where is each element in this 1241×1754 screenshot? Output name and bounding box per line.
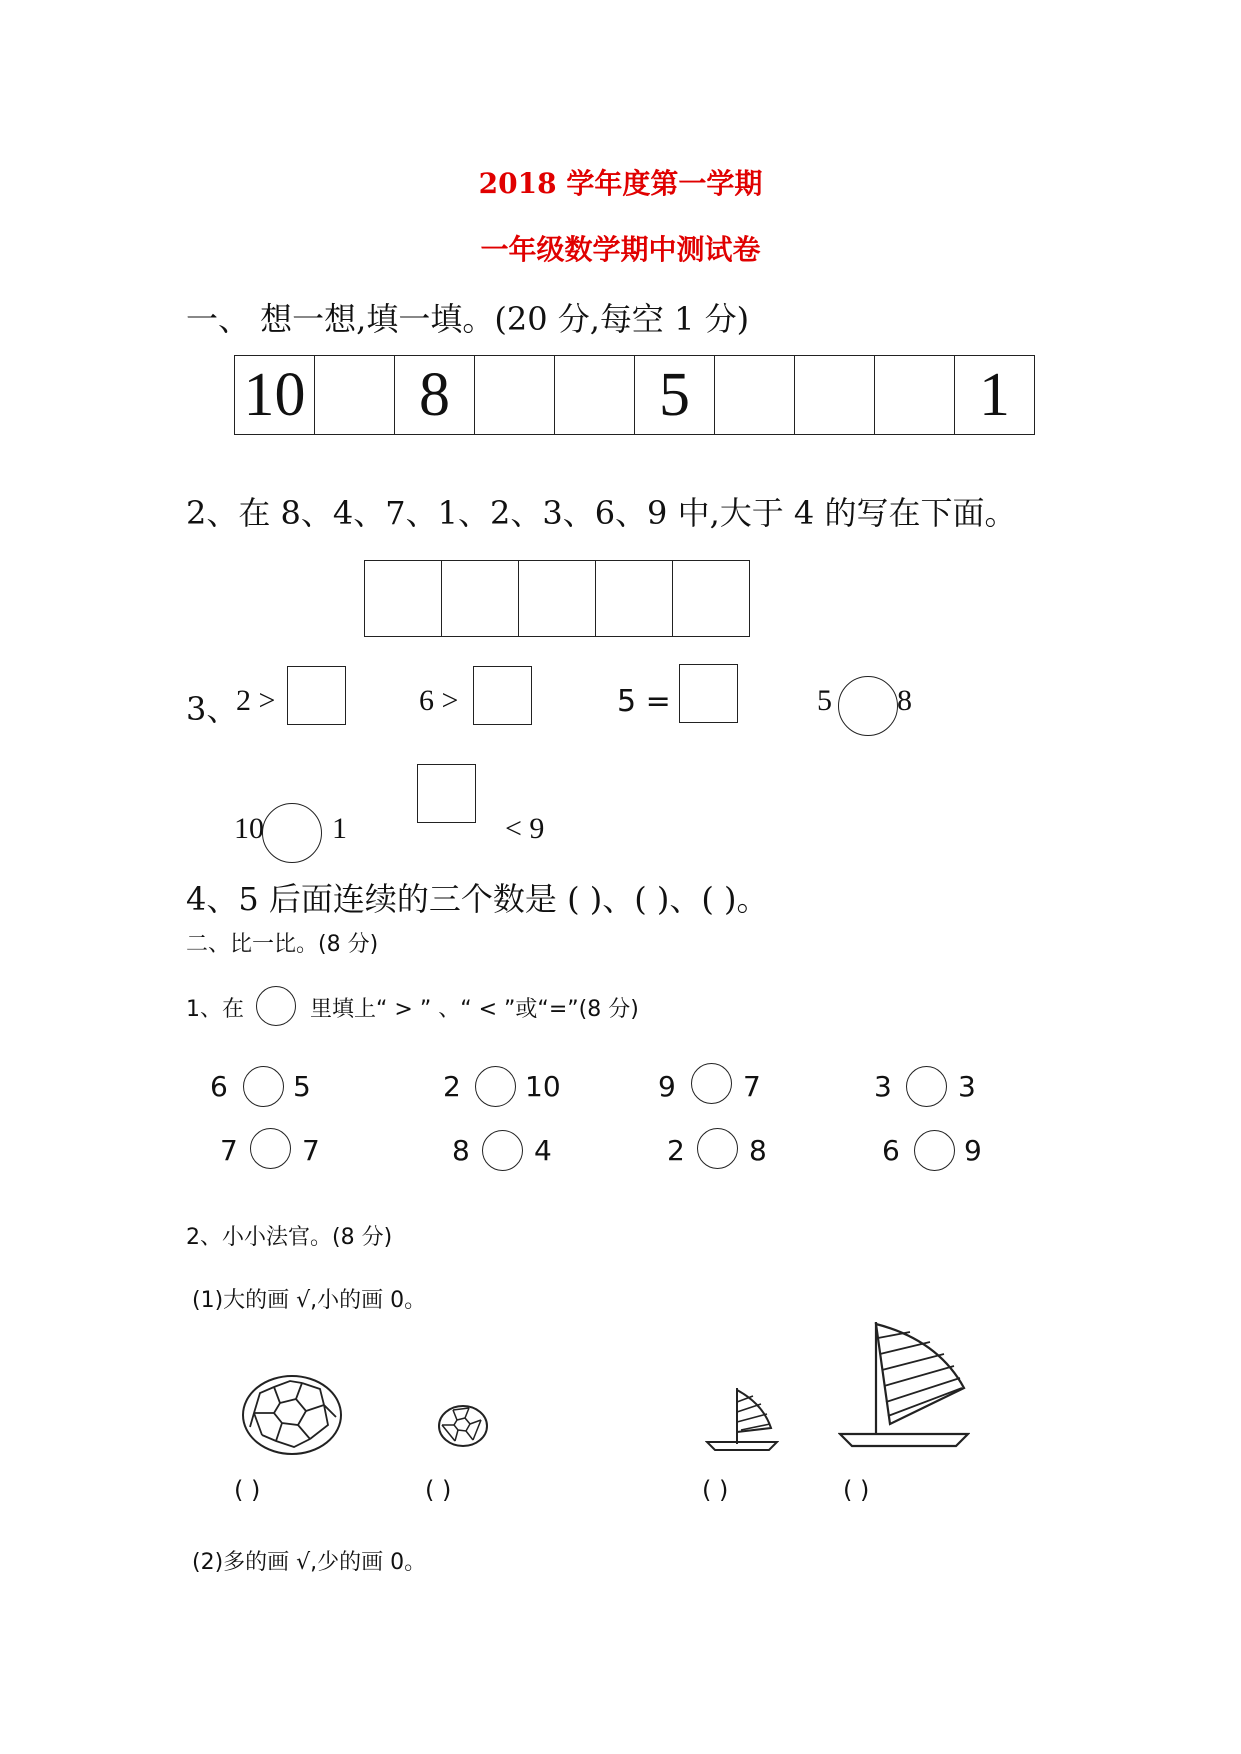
compare-right: 8 xyxy=(749,1134,767,1167)
compare-circle[interactable] xyxy=(914,1130,955,1171)
compare-circle[interactable] xyxy=(482,1130,523,1171)
q3-expr-b: 6 > xyxy=(419,684,459,717)
section2-q2-1-instruction: (1)大的画 √,小的画 0。 xyxy=(192,1288,427,1313)
compare-left: 2 xyxy=(443,1070,461,1103)
small-sailboat-icon xyxy=(705,1384,779,1456)
q3-d-right: 8 xyxy=(897,684,912,717)
sequence-cell[interactable]: 1 xyxy=(954,355,1035,435)
section2-heading: 二、比一比。(8 分) xyxy=(186,932,379,957)
page-title-line2: 一年级数学期中测试卷 xyxy=(480,233,761,266)
compare-right: 10 xyxy=(525,1070,561,1103)
q3-circle-d[interactable] xyxy=(838,676,898,736)
q3-box-b[interactable] xyxy=(473,666,532,725)
question-4-text: 4、5 后面连续的三个数是 ( )、( )、( )。 xyxy=(186,880,769,918)
compare-circle[interactable] xyxy=(475,1066,516,1107)
sequence-cell[interactable] xyxy=(874,355,955,435)
page-title-line1: 2018 学年度第一学期 xyxy=(478,167,763,200)
sequence-cell[interactable] xyxy=(554,355,635,435)
q3-d-left: 5 xyxy=(817,684,832,717)
answer-parentheses[interactable]: ( ) xyxy=(425,1476,452,1504)
answer-box[interactable] xyxy=(595,560,673,637)
sequence-cell[interactable] xyxy=(474,355,555,435)
compare-circle[interactable] xyxy=(906,1066,947,1107)
q3-f-right: < 9 xyxy=(505,812,545,845)
compare-right: 7 xyxy=(743,1070,761,1103)
q3-box-f[interactable] xyxy=(417,764,476,823)
q3-box-c[interactable] xyxy=(679,664,738,723)
section2-q2-2-instruction: (2)多的画 √,少的画 0。 xyxy=(192,1550,427,1575)
q3-e-right: 1 xyxy=(332,812,347,845)
sequence-cell[interactable] xyxy=(794,355,875,435)
answer-box[interactable] xyxy=(672,560,750,637)
compare-circle[interactable] xyxy=(691,1063,732,1104)
big-sailboat-icon xyxy=(838,1318,970,1454)
section2-q1-suffix: 里填上“ > ” 、“ < ”或“=”(8 分) xyxy=(310,997,639,1022)
compare-left: 3 xyxy=(874,1070,892,1103)
small-soccer-ball-icon xyxy=(437,1404,489,1448)
compare-circle[interactable] xyxy=(250,1128,291,1169)
q3-box-a[interactable] xyxy=(287,666,346,725)
sequence-cell[interactable]: 8 xyxy=(394,355,475,435)
q3-circle-e[interactable] xyxy=(262,803,322,863)
section2-q2-heading: 2、小小法官。(8 分) xyxy=(186,1225,393,1250)
compare-left: 9 xyxy=(658,1070,676,1103)
compare-right: 5 xyxy=(293,1070,311,1103)
sequence-cell[interactable] xyxy=(714,355,795,435)
compare-left: 6 xyxy=(210,1070,228,1103)
example-circle xyxy=(256,986,296,1026)
section1-heading: 一、 想一想,填一填。(20 分,每空 1 分) xyxy=(186,300,750,338)
q3-expr-c: 5 = xyxy=(617,684,671,719)
answer-box[interactable] xyxy=(441,560,519,637)
compare-right: 4 xyxy=(534,1134,552,1167)
answer-box[interactable] xyxy=(364,560,442,637)
answer-parentheses[interactable]: ( ) xyxy=(843,1476,870,1504)
q3-expr-a: 2 > xyxy=(236,684,276,717)
compare-left: 2 xyxy=(667,1134,685,1167)
compare-left: 8 xyxy=(452,1134,470,1167)
q3-e-left: 10 xyxy=(234,812,264,845)
compare-right: 7 xyxy=(302,1134,320,1167)
question-3-prefix: 3、 xyxy=(186,690,239,728)
big-soccer-ball-icon xyxy=(240,1373,344,1457)
compare-right: 3 xyxy=(958,1070,976,1103)
compare-right: 9 xyxy=(964,1134,982,1167)
answer-parentheses[interactable]: ( ) xyxy=(234,1476,261,1504)
answer-box[interactable] xyxy=(518,560,596,637)
question-2-text: 2、在 8、4、7、1、2、3、6、9 中,大于 4 的写在下面。 xyxy=(186,494,1017,532)
compare-circle[interactable] xyxy=(697,1128,738,1169)
sequence-cell[interactable] xyxy=(314,355,395,435)
section2-q1-prefix: 1、在 xyxy=(186,997,244,1022)
sequence-cell[interactable]: 10 xyxy=(234,355,315,435)
sequence-cell[interactable]: 5 xyxy=(634,355,715,435)
compare-circle[interactable] xyxy=(243,1066,284,1107)
answer-parentheses[interactable]: ( ) xyxy=(702,1476,729,1504)
compare-left: 7 xyxy=(220,1134,238,1167)
compare-left: 6 xyxy=(882,1134,900,1167)
